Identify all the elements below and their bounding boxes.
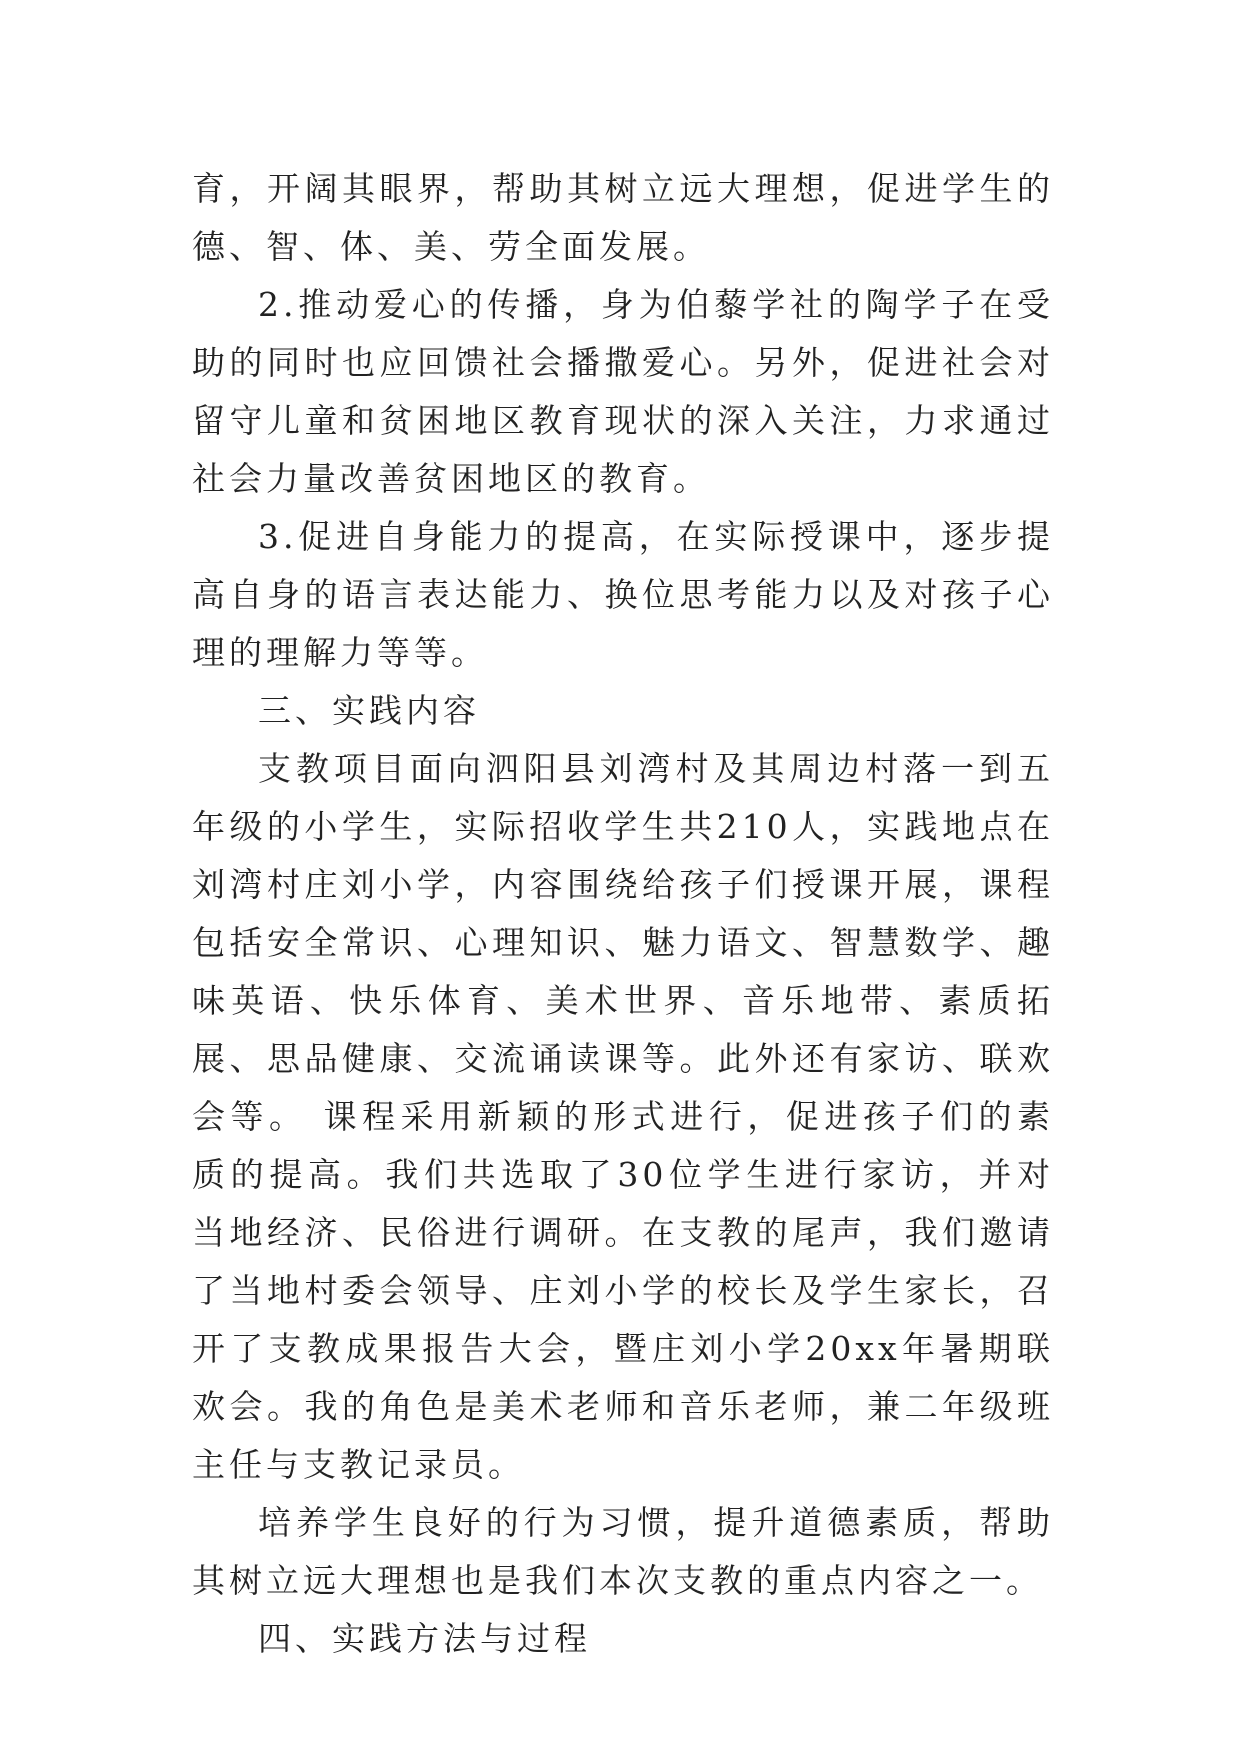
section-heading-3: 三、实践内容 (258, 691, 480, 730)
paragraph-practice-content: 支教项目面向泗阳县刘湾村及其周边村落一到五年级的小学生，实际招收学生共210人，实践地点在刘湾村庄刘小学，内容围绕给孩子们授课开展，课程包括安全常识、心理知识、魅力语文、智慧数学、趣味英语、快乐体育、美术世界、音乐地带、素质拓展、思品健康、交流诵读课等。此外还有家访、联欢会等。 课程采用新颖的形式进行，促进孩子们的素质的提高。我们共选取了30位学生进行家访，并对当地经济、民俗进行调研。在支教的尾声，我们邀请了当地村委会领导、庄刘小学的校长及学生家长，召开了支教成果报告大会，暨庄刘小学20xx年暑期联欢会。我的角色是美术老师和音乐老师，兼二年级班主任与支教记录员。 (192, 749, 1054, 1484)
paragraph-continuation: 育，开阔其眼界，帮助其树立远大理想，促进学生的德、智、体、美、劳全面发展。 (192, 169, 1054, 266)
paragraph-cultivation: 培养学生良好的行为习惯，提升道德素质，帮助其树立远大理想也是我们本次支教的重点内容之一。 (192, 1503, 1054, 1600)
paragraph-item-3: 3.促进自身能力的提高，在实际授课中，逐步提高自身的语言表达能力、换位思考能力以及对孩子心理的理解力等等。 (192, 517, 1054, 672)
section-heading-4: 四、实践方法与过程 (258, 1619, 591, 1658)
document-body (192, 160, 1054, 1668)
paragraph-item-2: 2.推动爱心的传播，身为伯藜学社的陶学子在受助的同时也应回馈社会播撒爱心。另外，促进社会对留守儿童和贫困地区教育现状的深入关注，力求通过社会力量改善贫困地区的教育。 (192, 285, 1054, 498)
